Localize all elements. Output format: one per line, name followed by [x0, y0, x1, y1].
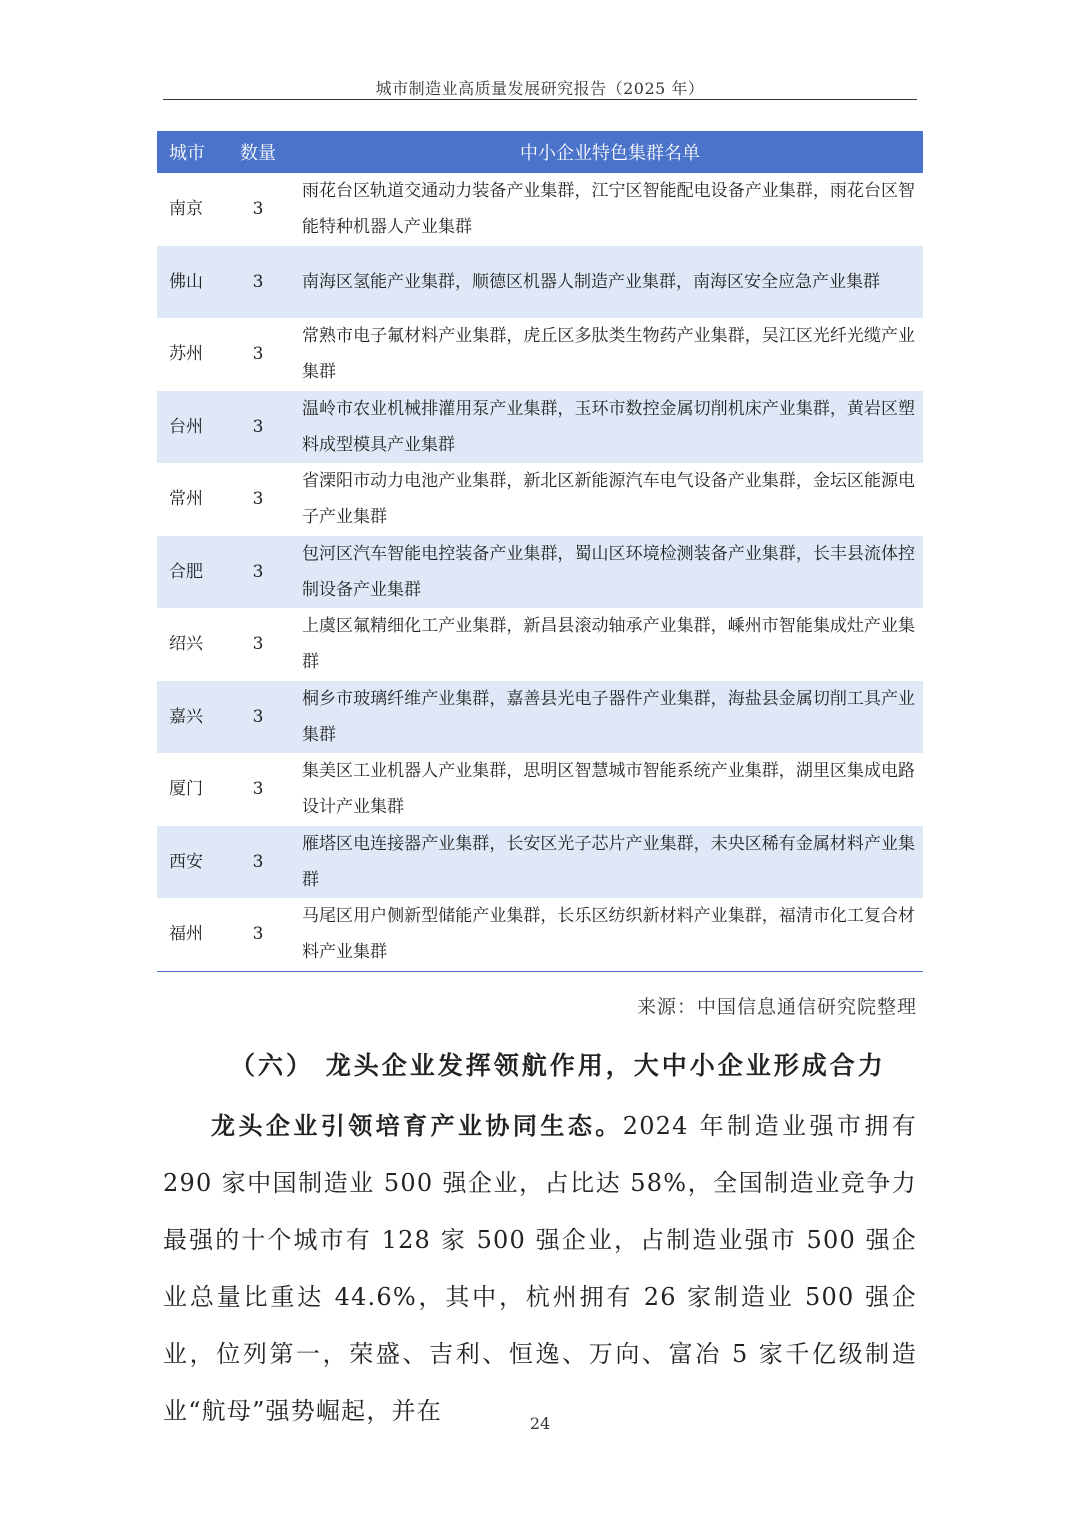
table-row	[157, 681, 923, 754]
cell-city: 台州	[157, 391, 219, 464]
page-number: 24	[529, 1414, 551, 1433]
table-row	[157, 608, 923, 681]
cell-city: 福州	[169, 924, 203, 945]
table-header-row	[157, 131, 923, 173]
paragraph-body: 2024 年制造业强市拥有 290 家中国制造业 500 强企业，占比达 58%，全国制造业竞争力最强的十个城市有 128 家 500 强企业，占制造业强市 500 强企业总量比重达 44.6%，其中，杭州拥有 26 家制造业 500 强企业，位列第一，荣盛、吉利、恒逸、万向、富冶 5 家千亿级制造业“航母”强势崛起，并在	[163, 1112, 918, 1425]
paragraph-lead: 龙头企业引领培育产业协同生态。	[211, 1112, 623, 1140]
table-row	[157, 463, 923, 536]
table-row	[157, 753, 923, 826]
body-paragraph	[163, 1098, 917, 1440]
cell-names: 温岭市农业机械排灌用泵产业集群，玉环市数控金属切削机床产业集群，黄岩区塑料成型模具产业集群	[297, 391, 923, 464]
cell-city: 苏州	[169, 344, 203, 365]
cell-count: 3	[252, 199, 264, 220]
cell-count: 3	[219, 391, 297, 464]
cell-count: 3	[252, 779, 264, 800]
table-row	[157, 536, 923, 609]
cell-count: 3	[219, 826, 297, 899]
cell-city: 西安	[157, 826, 219, 899]
table-source-note: 来源：中国信息通信研究院整理	[636, 996, 917, 1018]
header-count: 数量	[219, 131, 297, 173]
cell-names: 省溧阳市动力电池产业集群，新北区新能源汽车电气设备产业集群，金坛区能源电子产业集群	[302, 471, 915, 528]
cell-count: 3	[252, 344, 264, 365]
cell-names: 雨花台区轨道交通动力装备产业集群，江宁区智能配电设备产业集群，雨花台区智能特种机器人产业集群	[302, 181, 915, 238]
cell-count: 3	[219, 681, 297, 754]
section-heading: （六） 龙头企业发挥领航作用，大中小企业形成合力	[230, 1051, 886, 1080]
header-city: 城市	[157, 131, 219, 173]
cell-names: 常熟市电子氟材料产业集群，虎丘区多肽类生物药产业集群，吴江区光纤光缆产业集群	[302, 326, 915, 383]
table-row	[157, 898, 923, 971]
table-row	[157, 826, 923, 899]
cell-count: 3	[219, 246, 297, 319]
cell-names: 雁塔区电连接器产业集群，长安区光子芯片产业集群，未央区稀有金属材料产业集群	[297, 826, 923, 899]
header-names: 中小企业特色集群名单	[297, 131, 923, 173]
header-rule	[163, 99, 917, 100]
cell-city: 合肥	[157, 536, 219, 609]
table-row	[157, 318, 923, 391]
cell-count: 3	[252, 634, 264, 655]
cell-names: 桐乡市玻璃纤维产业集群，嘉善县光电子器件产业集群，海盐县金属切削工具产业集群	[297, 681, 923, 754]
table-bottom-rule	[157, 971, 923, 972]
cell-city: 南京	[169, 199, 203, 220]
cell-count: 3	[219, 536, 297, 609]
cell-names: 包河区汽车智能电控装备产业集群，蜀山区环境检测装备产业集群，长丰县流体控制设备产业集群	[297, 536, 923, 609]
cell-names: 上虞区氟精细化工产业集群，新昌县滚动轴承产业集群，嵊州市智能集成灶产业集群	[302, 616, 915, 673]
cell-names: 马尾区用户侧新型储能产业集群，长乐区纺织新材料产业集群，福清市化工复合材料产业集群	[302, 906, 915, 963]
table-row	[157, 246, 923, 319]
cell-city: 常州	[169, 489, 203, 510]
cell-city: 绍兴	[169, 634, 203, 655]
table-row	[157, 173, 923, 246]
cell-names: 集美区工业机器人产业集群，思明区智慧城市智能系统产业集群，湖里区集成电路设计产业集群	[302, 761, 915, 818]
cluster-table	[157, 131, 923, 972]
cell-city: 佛山	[157, 246, 219, 319]
cell-names: 南海区氢能产业集群，顺德区机器人制造产业集群，南海区安全应急产业集群	[297, 246, 923, 319]
cell-city: 厦门	[169, 779, 203, 800]
table-row	[157, 391, 923, 464]
cell-count: 3	[252, 489, 264, 510]
running-header: 城市制造业高质量发展研究报告（2025 年）	[375, 79, 705, 98]
cell-count: 3	[252, 924, 264, 945]
cell-city: 嘉兴	[157, 681, 219, 754]
